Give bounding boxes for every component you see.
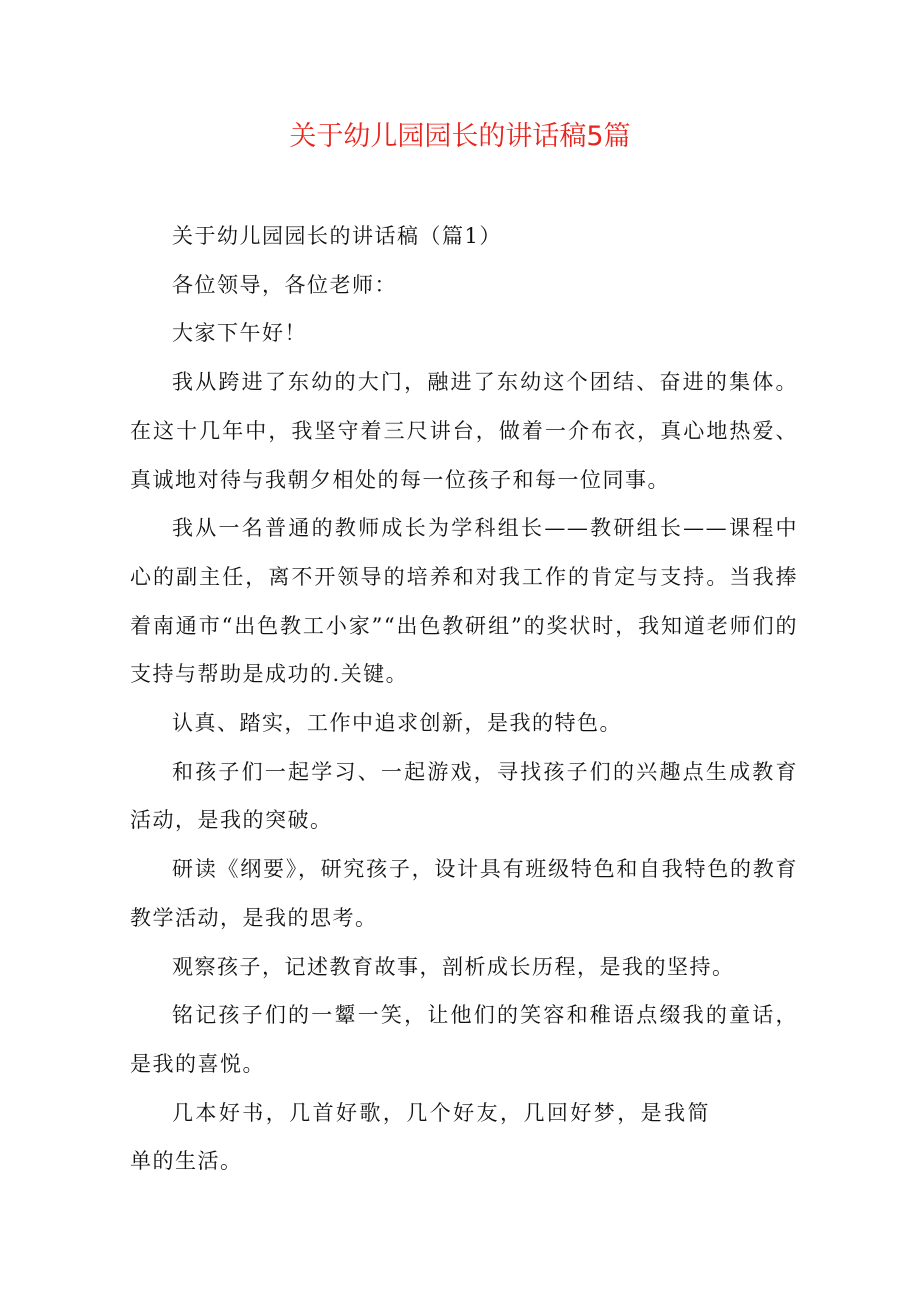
- paragraph: 我从一名普通的教师成长为学科组长——教研组长——课程中心的副主任，离不开领导的培养和对我工作的肯定与支持。当我捧着南通市“出色教工小家”“出色教研组”的奖状时，我知道老师们的支持与帮助是成功的.关键。: [130, 516, 798, 687]
- paragraph: 认真、踏实，工作中追求创新，是我的特色。: [172, 711, 622, 736]
- salutation: 各位领导，各位老师：: [172, 272, 397, 297]
- paragraph: 几本好书，几首好歌，几个好友，几回好梦，是我简单的生活。: [130, 1100, 710, 1174]
- paragraph: 观察孩子，记述教育故事，剖析成长历程，是我的坚持。: [172, 954, 735, 979]
- paragraph: 研读《纲要》，研究孩子，设计具有班级特色和自我特色的教育教学活动，是我的思考。: [130, 857, 798, 930]
- paragraph: 我从跨进了东幼的大门，融进了东幼这个团结、奋进的集体。在这十几年中，我坚守着三尺讲台，做着一介布衣，真心地热爱、真诚地对待与我朝夕相处的每一位孩子和每一位同事。: [130, 370, 798, 492]
- section-heading: 关于幼儿园园长的讲话稿（篇1）: [172, 224, 502, 248]
- paragraph: 和孩子们一起学习、一起游戏，寻找孩子们的兴趣点生成教育活动，是我的突破。: [130, 759, 798, 833]
- document-body: [130, 212, 798, 1186]
- greeting: 大家下午好！: [172, 321, 307, 346]
- paragraph: 铭记孩子们的一颦一笑，让他们的笑容和稚语点缀我的童话，是我的喜悦。: [130, 1003, 798, 1076]
- document-title: 关于幼儿园园长的讲话稿5篇: [289, 121, 631, 152]
